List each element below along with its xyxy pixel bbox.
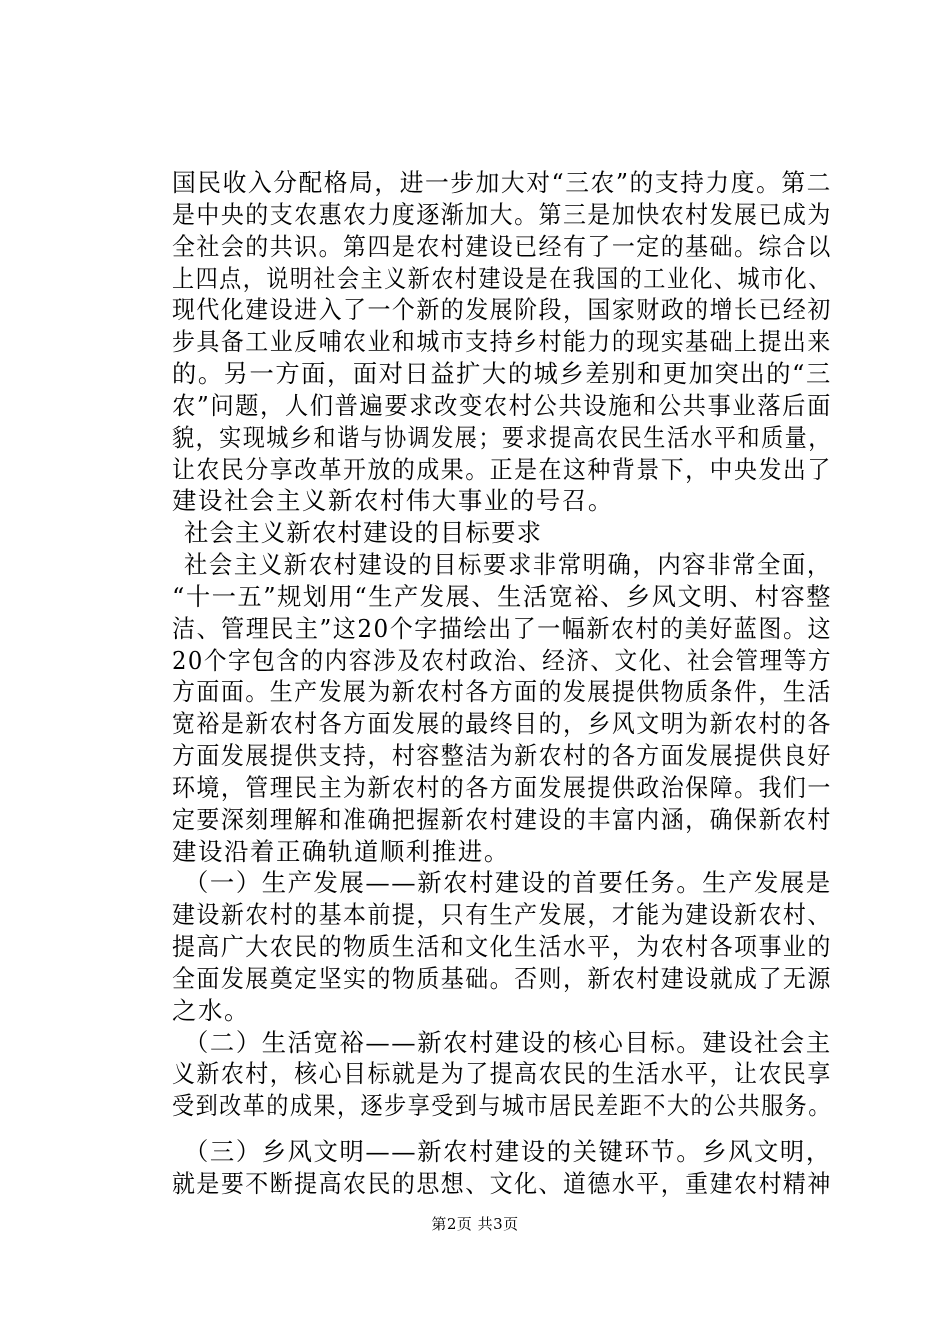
text-line: 方面发展提供支持，村容整洁为新农村的各方面发展提供良好: [172, 741, 832, 770]
text-line: 之水。: [172, 996, 250, 1025]
text-line: 20个字包含的内容涉及农村政治、经济、文化、社会管理等方: [172, 646, 833, 675]
text-line: （三）乡风文明——新农村建设的关键环节。乡风文明，: [184, 1137, 832, 1166]
text-line: 受到改革的成果，逐步享受到与城市居民差距不大的公共服务。: [172, 1091, 832, 1120]
text-line: 义新农村，核心目标就是为了提高农民的生活水平，让农民享: [172, 1059, 832, 1088]
text-line: （二）生活宽裕——新农村建设的核心目标。建设社会主: [184, 1028, 832, 1057]
text-line: 现代化建设进入了一个新的发展阶段，国家财政的增长已经初: [172, 295, 832, 324]
text-line: 貌，实现城乡和谐与协调发展；要求提高农民生活水平和质量，: [172, 423, 832, 452]
text-line: 的。另一方面，面对日益扩大的城乡差别和更加突出的“三: [172, 359, 832, 388]
text-line: 建设社会主义新农村伟大事业的号召。: [172, 486, 614, 515]
text-line: （一）生产发展——新农村建设的首要任务。生产发展是: [184, 868, 832, 897]
text-line: 社会主义新农村建设的目标要求非常明确，内容非常全面，: [184, 550, 832, 579]
text-line: 定要深刻理解和准确把握新农村建设的丰富内涵，确保新农村: [172, 805, 832, 834]
text-line: 是中央的支农惠农力度逐渐加大。第三是加快农村发展已成为: [172, 200, 832, 229]
text-line: “十一五”规划用“生产发展、生活宽裕、乡风文明、村容整: [172, 582, 832, 611]
text-line: 农”问题，人们普遍要求改变农村公共设施和公共事业落后面: [172, 391, 832, 420]
text-line: 建设新农村的基本前提，只有生产发展，才能为建设新农村、: [172, 900, 832, 929]
text-line: 环境，管理民主为新农村的各方面发展提供政治保障。我们一: [172, 773, 832, 802]
text-line: 让农民分享改革开放的成果。正是在这种背景下，中央发出了: [172, 455, 832, 484]
text-line: 方面面。生产发展为新农村各方面的发展提供物质条件，生活: [172, 677, 832, 706]
text-line: 提高广大农民的物质生活和文化生活水平，为农村各项事业的: [172, 932, 832, 961]
page-footer: 第2页 共3页: [431, 1215, 519, 1233]
text-line: 就是要不断提高农民的思想、文化、道德水平，重建农村精神: [172, 1169, 832, 1198]
text-line: 宽裕是新农村各方面发展的最终目的，乡风文明为新农村的各: [172, 709, 832, 738]
text-line: 洁、管理民主”这20个字描绘出了一幅新农村的美好蓝图。这: [172, 614, 833, 643]
text-line: 上四点，说明社会主义新农村建设是在我国的工业化、城市化、: [172, 264, 832, 293]
text-line: 步具备工业反哺农业和城市支持乡村能力的现实基础上提出来: [172, 327, 832, 356]
text-line: 国民收入分配格局，进一步加大对“三农”的支持力度。第二: [172, 168, 832, 197]
text-line: 建设沿着正确轨道顺利推进。: [172, 837, 510, 866]
section-heading: 社会主义新农村建设的目标要求: [184, 518, 543, 547]
text-line: 全面发展奠定坚实的物质基础。否则，新农村建设就成了无源: [172, 964, 832, 993]
text-line: 全社会的共识。第四是农村建设已经有了一定的基础。综合以: [172, 232, 832, 261]
